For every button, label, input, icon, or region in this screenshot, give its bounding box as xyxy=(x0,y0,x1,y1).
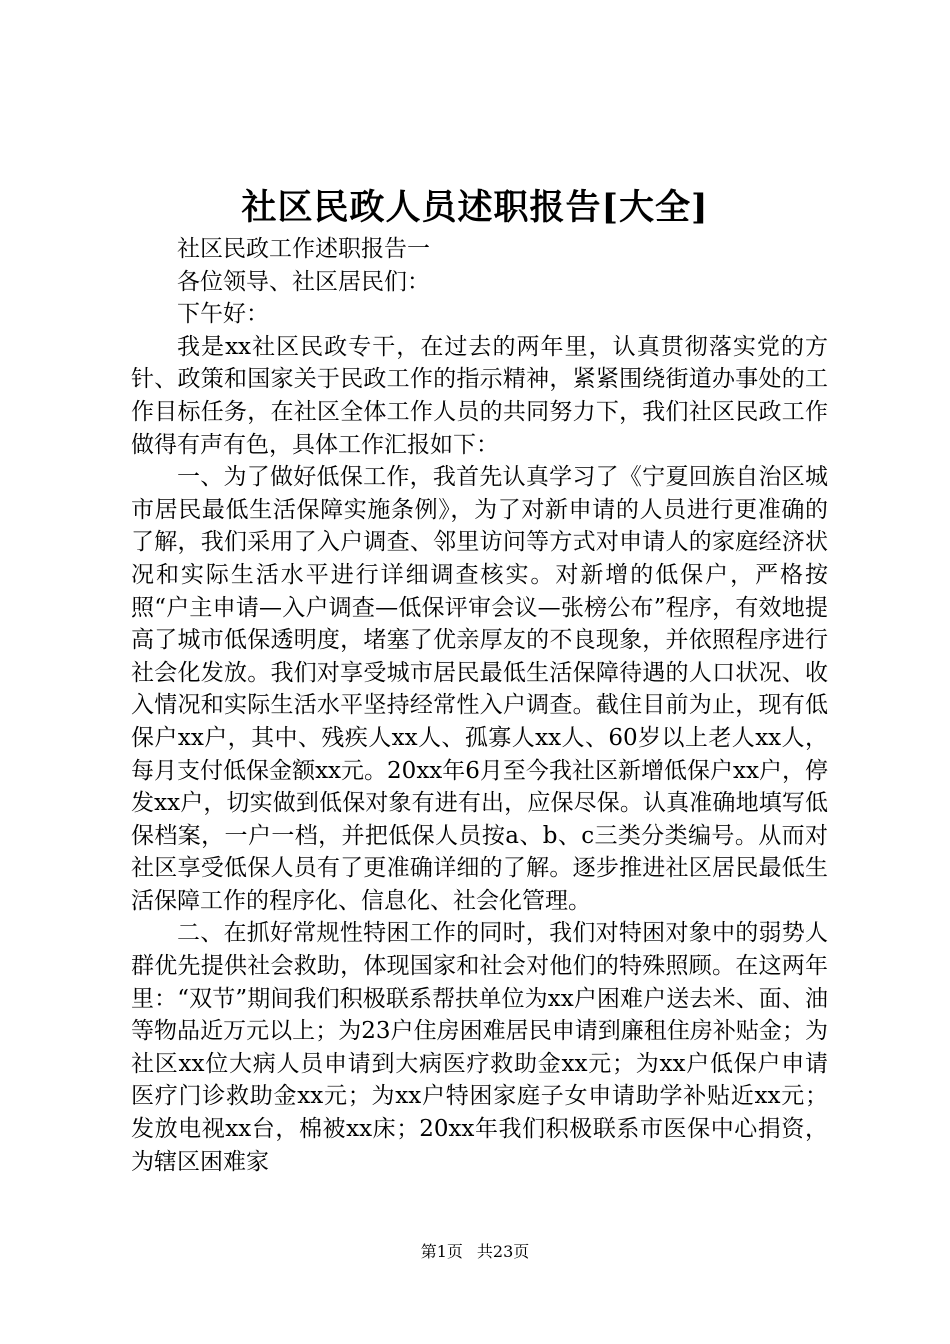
page-total: 共23页 xyxy=(476,1242,530,1261)
page-footer xyxy=(0,1241,950,1263)
document-title: 社区民政人员述职报告[大全] xyxy=(241,187,709,228)
intro-paragraph: 我是xx社区民政专干，在过去的两年里，认真贯彻落实党的方针、政策和国家关于民政工作的指示精神，紧紧围绕街道办事处的工作目标任务，在社区全体工作人员的共同努力下，我们社区民政工作做得有声有色，具体工作汇报如下： xyxy=(131,333,828,458)
subtitle-line: 社区民政工作述职报告一 xyxy=(177,236,430,262)
document-body xyxy=(131,233,828,1178)
section-one-paragraph: 一、为了做好低保工作，我首先认真学习了《宁夏回族自治区城市居民最低生活保障实施条例》，为了对新申请的人员进行更准确的了解，我们采用了入户调查、邻里访问等方式对申请人的家庭经济状况和实际生活水平进行详细调查核实。对新增的低保户，严格按照“户主申请—入户调查—低保评审会议—张榜公布”程序，有效地提高了城市低保透明度，堵塞了优亲厚友的不良现象，并依照程序进行社会化发放。我们对享受城市居民最低生活保障待遇的人口状况、收入情况和实际生活水平坚持经常性入户调查。截住目前为止，现有低保户xx户，其中、残疾人xx人、孤寡人xx人、60岁以上老人xx人，每月支付低保金额xx元。20xx年6月至今我社区新增低保户xx户，停发xx户，切实做到低保对象有进有出，应保尽保。认真准确地填写低保档案，一户一档，并把低保人员按a、b、c三类分类编号。从而对社区享受低保人员有了更准确详细的了解。逐步推进社区居民最低生活保障工作的程序化、信息化、社会化管理。 xyxy=(131,464,828,914)
greeting-line: 下午好： xyxy=(177,301,269,328)
section-two-paragraph: 二、在抓好常规性特困工作的同时，我们对特困对象中的弱势人群优先提供社会救助，体现国家和社会对他们的特殊照顾。在这两年里：“双节”期间我们积极联系帮扶单位为xx户困难户送去米、面、油等物品近万元以上；为23户住房困难居民申请到廉租住房补贴金；为社区xx位大病人员申请到大病医疗救助金xx元；为xx户低保户申请医疗门诊救助金xx元；为xx户特困家庭子女申请助学补贴近xx元；发放电视xx台，棉被xx床；20xx年我们积极联系市医保中心捐资，为辖区困难家 xyxy=(131,920,828,1175)
page-number: 第1页 xyxy=(420,1242,463,1261)
salutation-line: 各位领导、社区居民们： xyxy=(177,268,430,295)
